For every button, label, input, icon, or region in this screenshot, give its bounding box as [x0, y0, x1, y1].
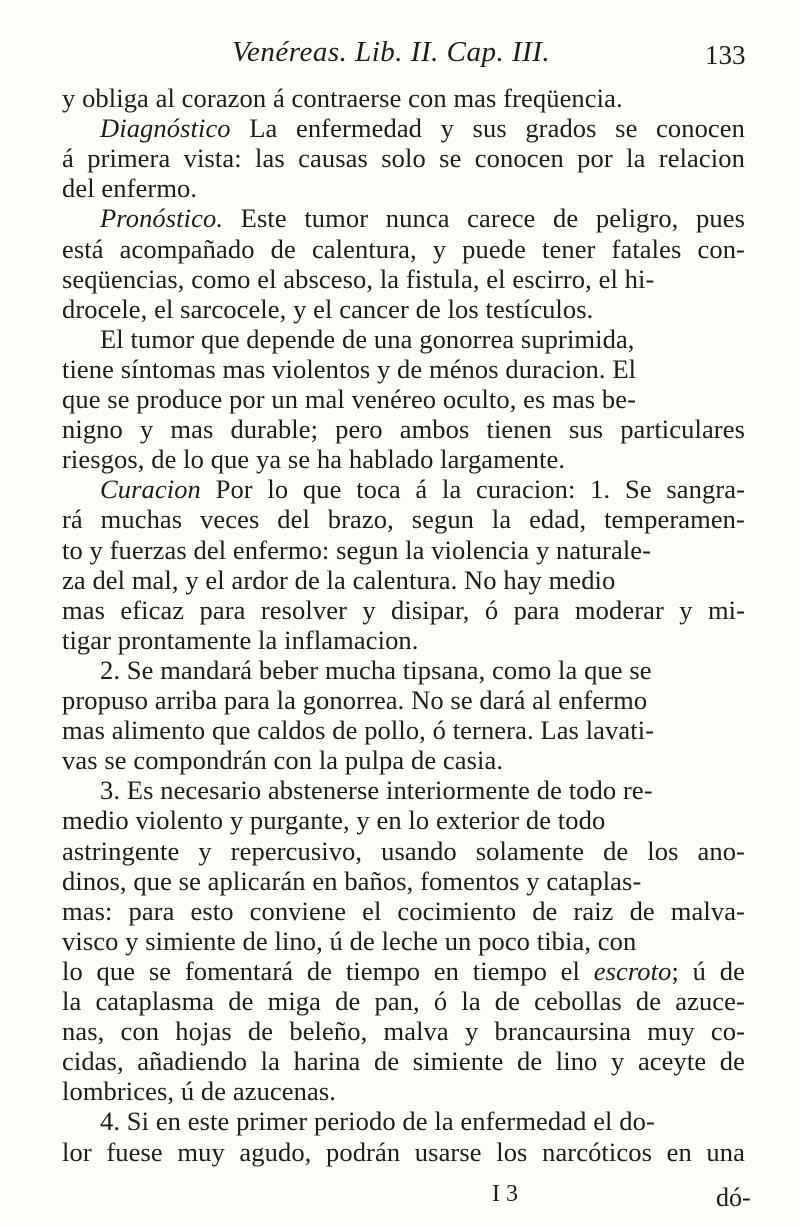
- catchword: dó-: [716, 1183, 751, 1212]
- line-text: y obliga al corazon á contraerse con mas freqüencia.: [62, 83, 623, 113]
- line-text: del enfermo.: [62, 173, 198, 204]
- text-line: [62, 383, 636, 416]
- line-text: tiene síntomas mas violentos y de ménos duracion. El: [62, 353, 637, 384]
- text-line: [62, 1045, 745, 1078]
- line-text: lo que se fomentará de tiempo en tiempo el: [62, 955, 594, 986]
- line-text: Por lo que toca á la curacion: 1. Se sangra-: [200, 474, 746, 505]
- signature-mark: I 3: [492, 1181, 518, 1207]
- text-line: [62, 534, 651, 567]
- line-text: mas: para esto conviene el cocimiento de raiz de malva-: [62, 895, 745, 926]
- text-line: [62, 142, 745, 175]
- text-line: [62, 714, 654, 747]
- text-line: [62, 594, 745, 627]
- text-line: [62, 925, 636, 958]
- line-text: Este tumor nunca carece de peligro, pues: [223, 203, 745, 234]
- line-text: El tumor que depende de una gonorrea suprimida,: [100, 323, 635, 354]
- text-line: [62, 955, 745, 988]
- line-text: lombrices, ú de azucenas.: [62, 1076, 337, 1107]
- section-label: Diagnóstico: [100, 113, 231, 144]
- text-line: [100, 202, 745, 235]
- section-label: Curacion: [100, 474, 201, 505]
- text-line: [62, 503, 745, 536]
- line-tail: ; ú de: [671, 955, 745, 986]
- page-header: [0, 36, 800, 76]
- text-line: [62, 413, 745, 446]
- text-line: [62, 443, 565, 476]
- text-line: [62, 865, 641, 898]
- line-text: mas eficaz para resolver y disipar, ó para moderar y mi-: [62, 594, 746, 625]
- line-text: medio violento y purgante, y en lo exterior de todo: [62, 805, 606, 836]
- text-line: [62, 353, 636, 386]
- line-text: La enfermedad y sus grados se conocen: [230, 113, 745, 144]
- line-text: drocele, el sarcocele, y el cancer de los testículos.: [62, 293, 594, 324]
- line-text: mas alimento que caldos de pollo, ó ternera. Las lavati-: [62, 715, 655, 746]
- line-text: la cataplasma de miga de pan, ó la de cebollas de azuce-: [62, 986, 745, 1016]
- text-line: [62, 172, 197, 205]
- text-line: [62, 1136, 745, 1169]
- line-text: astringente y repercusivo, usando solamente de los ano-: [62, 835, 745, 866]
- text-line: [100, 654, 652, 687]
- line-text: nigno y mas durable; pero ambos tienen sus particulares: [62, 414, 745, 445]
- line-text: visco y simiente de lino, ú de leche un poco tibia, con: [62, 925, 637, 956]
- text-line: [100, 473, 745, 506]
- line-text: que se produce por un mal venéreo oculto, es mas be-: [62, 384, 637, 414]
- text-line: [62, 895, 745, 928]
- line-text: 3. Es necesario abstenerse interiormente de todo re-: [100, 775, 653, 806]
- line-text: vas se compondrán con la pulpa de casia.: [62, 745, 504, 776]
- section-label: Pronóstico.: [100, 203, 224, 234]
- line-text: está acompañado de calentura, y puede tener fatales con-: [62, 233, 745, 264]
- line-text: za del mal, y el ardor de la calentura. No hay medio: [62, 564, 616, 595]
- text-line: [100, 774, 653, 807]
- line-text: dinos, que se aplicarán en baños, fomentos y cataplas-: [62, 865, 642, 896]
- line-text: propuso arriba para la gonorrea. No se dará al enfermo: [62, 685, 648, 715]
- text-line: [62, 804, 605, 837]
- line-text: riesgos, de lo que ya se ha hablado largamente.: [62, 444, 566, 475]
- text-line: [62, 82, 623, 115]
- line-text: tigar prontamente la inflamacion.: [62, 624, 419, 655]
- text-line: [100, 323, 635, 356]
- line-text: rá muchas veces del brazo, segun la edad, temperamen-: [62, 504, 745, 535]
- italic-word: escroto: [593, 955, 672, 986]
- text-line: [62, 233, 745, 266]
- text-line: [62, 1075, 336, 1108]
- running-title: Venéreas. Lib. II. Cap. III.: [232, 36, 551, 68]
- text-line: [100, 1105, 655, 1138]
- text-line: [100, 112, 745, 145]
- text-line: [62, 684, 647, 717]
- line-text: á primera vista: las causas solo se conocen por la relacion: [62, 143, 745, 174]
- line-text: lor fuese muy agudo, podrán usarse los narcóticos en una: [62, 1136, 745, 1167]
- text-line: [62, 985, 745, 1018]
- text-line: [62, 564, 615, 597]
- text-line: [62, 744, 503, 777]
- page-number: 133: [705, 40, 746, 70]
- line-text: seqüencias, como el absceso, la fistula, el escirro, el hi-: [62, 263, 655, 294]
- text-line: [62, 835, 745, 868]
- line-text: nas, con hojas de beleño, malva y brancaursina muy co-: [62, 1016, 745, 1047]
- line-text: to y fuerzas del enfermo: segun la violencia y naturale-: [62, 534, 652, 565]
- text-line: [62, 1015, 745, 1048]
- line-text: cidas, añadiendo la harina de simiente de lino y aceyte de: [62, 1046, 746, 1077]
- page-footer: [0, 1181, 800, 1215]
- text-line: [62, 293, 593, 326]
- line-text: 4. Si en este primer periodo de la enfermedad el do-: [100, 1106, 655, 1137]
- text-line: [62, 263, 654, 296]
- line-text: 2. Se mandará beber mucha tipsana, como la que se: [100, 654, 652, 685]
- text-line: [62, 624, 419, 657]
